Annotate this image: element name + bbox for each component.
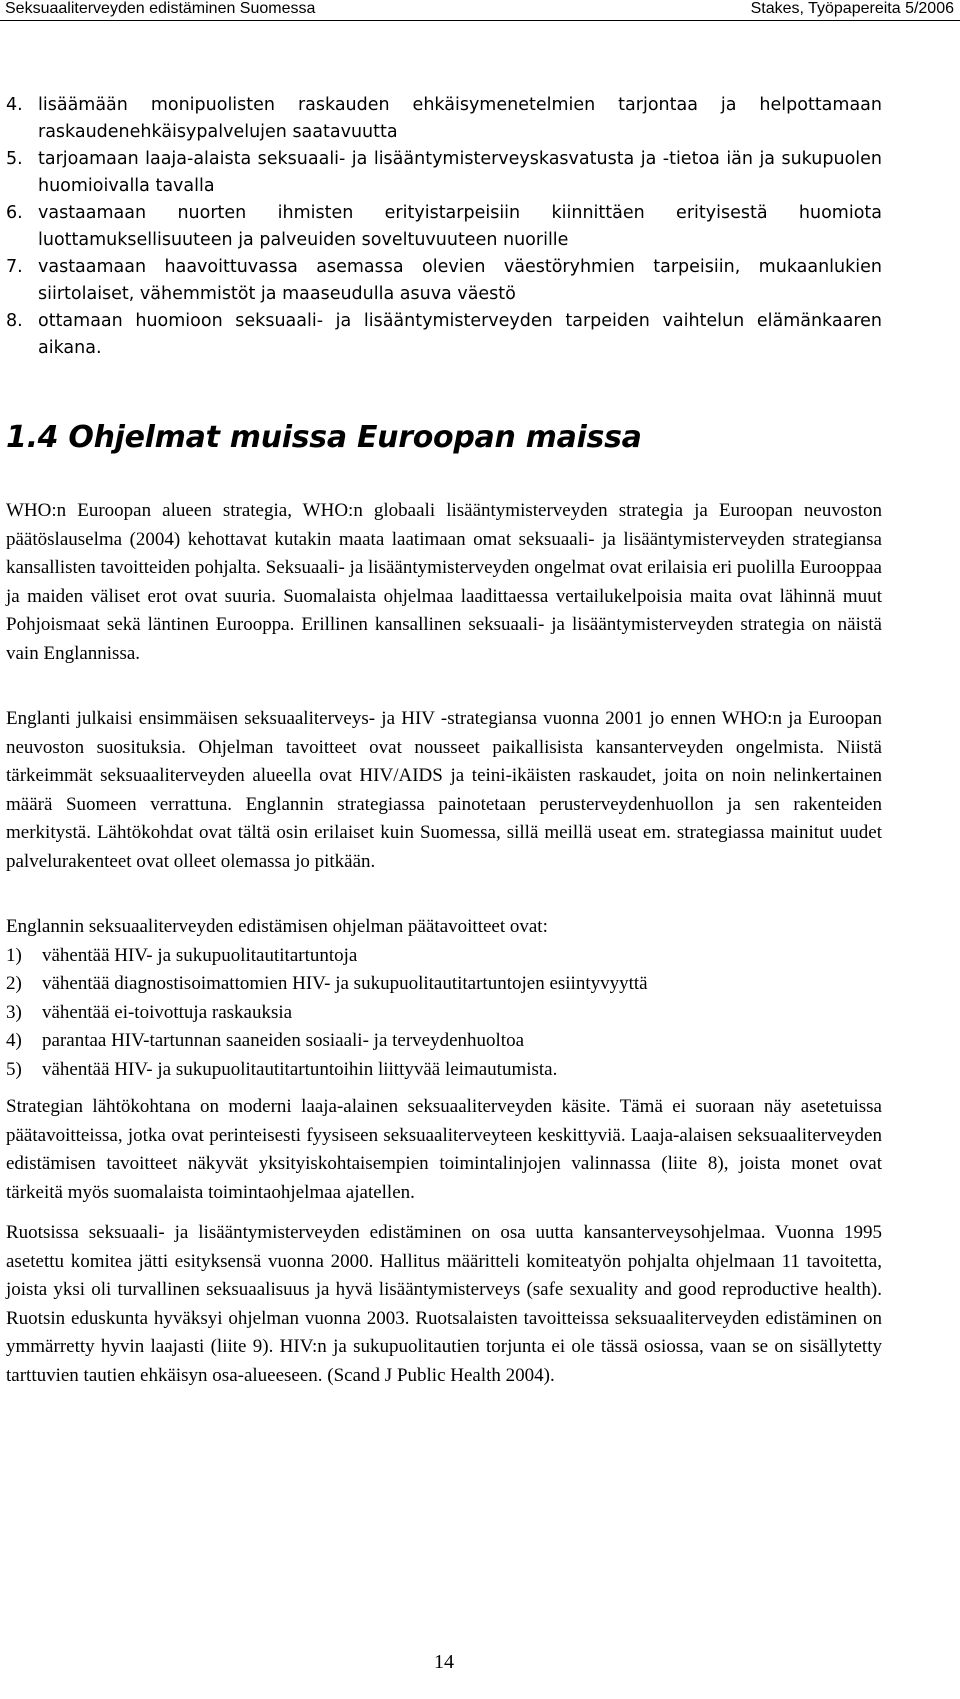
paragraph: [6, 1219, 882, 1390]
list-item-number: 8.: [6, 311, 23, 331]
list-item-text: vastaamaan nuorten ihmisten erityistarpeisiin kiinnittäen erityisestä huomiota luottamuksellisuuteen ja palveuiden soveltuvuuteen nuorille: [38, 203, 882, 250]
goal-text: vähentää diagnostisoimattomien HIV- ja sukupuolitautitartuntojen esiintyvyyttä: [42, 973, 648, 994]
list-item-text: lisäämään monipuolisten raskauden ehkäisymenetelmien tarjontaa ja helpottamaan raskaudenehkäisypalvelujen saatavuutta: [38, 95, 882, 142]
goal-item: [6, 1027, 882, 1056]
list-item: [6, 254, 882, 307]
page-number: 14: [434, 1651, 454, 1673]
list-item: [6, 200, 882, 253]
list-item-number: 5.: [6, 149, 23, 169]
paragraph-text: Strategian lähtökohtana on moderni laaja-alainen seksuaaliterveyden käsite. Tämä ei suoraan näy asetetuissa päätavoitteissa, jotka ovat perinteisesti fyysiseen seksuaaliterveyteen keskittyviä. Laaja-alaisen seksuaaliterveyden edistämisen tavoitteet näkyvät yksityiskohtaisempien toimintalinjojen valinnassa (liite 8), joista monet ovat tärkeitä myös suomalaista toimintaohjelmaa ajatellen.: [6, 1096, 882, 1203]
paragraph-text: Englanti julkaisi ensimmäisen seksuaaliterveys- ja HIV -strategiansa vuonna 2001 jo ennen WHO:n ja Euroopan neuvoston suosituksia. Ohjelman tavoitteet ovat nousseet paikallisista kansanterveyden ongelmista. Niistä tärkeimmät seksuaaliterveyden alueella ovat HIV/AIDS ja teini-ikäisten raskaudet, joita on noin nelinkertainen määrä Suomeen verrattuna. Englannin strategiassa painotetaan perusterveydenhuollon ja sen rakenteiden merkitystä. Lähtökohdat ovat tältä osin erilaiset kuin Suomessa, sillä meillä useat em. strategiassa mainitut uudet palvelurakenteet ovat olleet olemassa jo pitkään.: [6, 708, 882, 872]
paragraph-text: Ruotsissa seksuaali- ja lisääntymisterveyden edistäminen on osa uutta kansanterveysohjelmaa. Vuonna 1995 asetettu komitea jätti esityksensä vuonna 2000. Hallitus määritteli komiteatyön pohjalta ohjelmaan 11 tavoitetta, joista yksi oli turvallinen seksuaalisuus ja hyvä lisääntymisterveys (safe sexuality and good reproductive health). Ruotsin eduskunta hyväksyi ohjelman vuonna 2003. Ruotsalaisten tavoitteissa seksuaaliterveyden edistäminen on ymmärretty hyvin laajasti (liite 9). HIV:n ja sukupuolitautien torjunta ei ole tässä osiossa, vaan se on sisällytetty tarttuvien tautien ehkäisyn osa-alueeseen. (Scand J Public Health 2004).: [6, 1222, 882, 1386]
paragraph: [6, 1093, 882, 1207]
goal-number: 2): [6, 973, 22, 994]
goal-text: parantaa HIV-tartunnan saaneiden sosiaali- ja terveydenhuoltoa: [42, 1030, 525, 1051]
section-heading: 1.4 Ohjelmat muissa Euroopan maissa: [6, 420, 642, 455]
header-title: Seksuaaliterveyden edistäminen Suomessa: [5, 0, 316, 17]
goal-number: 1): [6, 944, 22, 966]
goal-item: [6, 999, 882, 1028]
objectives-list: [6, 92, 882, 362]
goals-intro: Englannin seksuaaliterveyden edistämisen ohjelman päätavoitteet ovat:: [6, 916, 548, 937]
list-item-number: 6.: [6, 203, 23, 223]
paragraph: [6, 497, 882, 668]
paragraph-text: WHO:n Euroopan alueen strategia, WHO:n globaali lisääntymisterveyden strategia ja Euroopan neuvoston päätöslauselma (2004) kehottavat kutakin maata laatimaan omat seksuaali- ja lisääntymisterveyden strategiansa kansallisten tavoitteiden pohjalta. Seksuaali- ja lisääntymisterveyden ongelmat ovat erilaisia eri puolilla Eurooppaa ja maiden väliset erot ovat suuria. Suomalaista ohjelmaa laadittaessa vertailukelpoisia maita ovat lähinnä muut Pohjoismaat sekä läntinen Eurooppa. Erillinen kansallinen seksuaali- ja lisääntymisterveyden strategia on näistä vain Englannissa.: [6, 500, 882, 664]
goal-item: [6, 942, 882, 971]
paragraph: [6, 705, 882, 876]
header-rule: [0, 20, 960, 21]
goal-text: vähentää HIV- ja sukupuolitautitartuntoja: [42, 944, 358, 966]
header-series: Stakes, Työpapereita 5/2006: [750, 0, 954, 17]
list-item-text: ottamaan huomioon seksuaali- ja lisääntymisterveyden tarpeiden vaihtelun elämänkaaren aikana.: [38, 311, 882, 358]
list-item-number: 7.: [6, 257, 23, 277]
list-item-text: tarjoamaan laaja-alaista seksuaali- ja lisääntymisterveyskasvatusta ja -tietoa iän ja sukupuolen huomioivalla tavalla: [38, 149, 882, 196]
list-item-text: vastaamaan haavoittuvassa asemassa olevien väestöryhmien tarpeisiin, mukaanlukien siirtolaiset, vähemmistöt ja maaseudulla asuva väestö: [38, 257, 882, 304]
goals-list: [6, 942, 882, 1085]
goal-text: vähentää ei-toivottuja raskauksia: [42, 1001, 293, 1023]
list-item: [6, 92, 882, 145]
list-item: [6, 146, 882, 199]
goal-item: [6, 1056, 882, 1085]
goal-item: [6, 970, 882, 999]
list-item-number: 4.: [6, 95, 23, 115]
goal-number: 4): [6, 1030, 22, 1051]
goal-number: 3): [6, 1001, 22, 1023]
goal-text: vähentää HIV- ja sukupuolitautitartuntoihin liittyvää leimautumista.: [42, 1058, 558, 1080]
goal-number: 5): [6, 1058, 22, 1080]
goals-section: [6, 913, 882, 1084]
list-item: [6, 308, 882, 361]
